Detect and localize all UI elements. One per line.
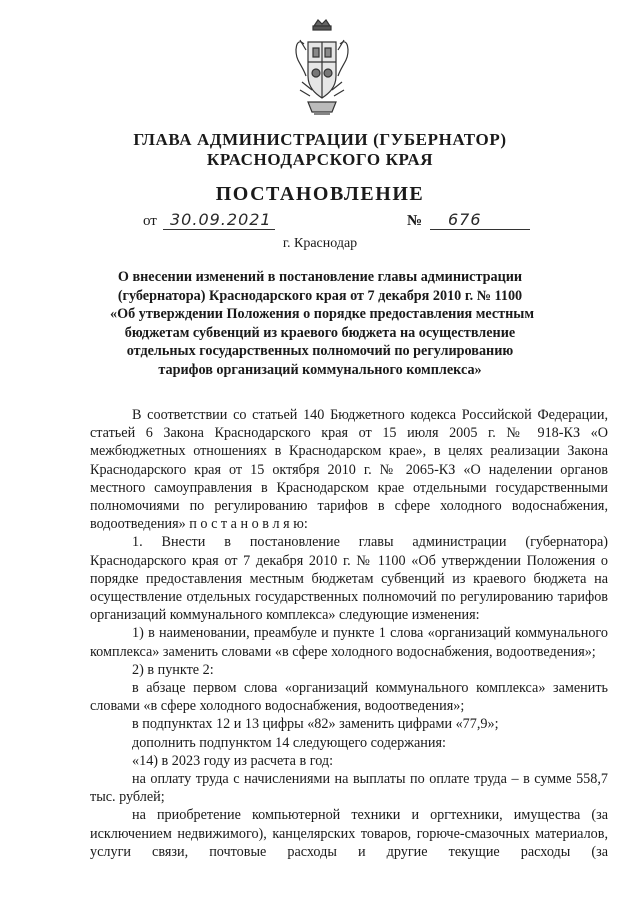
body-paragraph: на оплату труда с начислениями на выплаты по оплате труда – в сумме 558,7 тыс. рублей; xyxy=(90,771,608,806)
authority-line-2: КРАСНОДАРСКОГО КРАЯ xyxy=(206,150,434,169)
city-line: г. Краснодар xyxy=(282,236,358,251)
body-paragraph: на приобретение компьютерной техники и оргтехники, имущества (за исключением недвижимого), канцелярских товаров, горюче-смазочных материалов, услуги связи, почтовые расходы и другие текущие расходы (за xyxy=(90,807,608,860)
title-line: О внесении изменений в постановление главы администрации xyxy=(117,269,523,285)
body-paragraph: «14) в 2023 году из расчета в год: xyxy=(132,752,334,769)
body-paragraph: в абзаце первом слова «организаций коммунального комплекса» заменить словами «в сфере холодного водоснабжения, водоотведения»; xyxy=(90,680,608,715)
title-line: бюджетам субвенций из краевого бюджета на осуществление xyxy=(124,324,516,341)
number-underline xyxy=(430,229,530,230)
authority-line-1: ГЛАВА АДМИНИСТРАЦИИ (ГУБЕРНАТОР) xyxy=(133,130,507,149)
title-line: отдельных государственных полномочий по регулированию xyxy=(126,343,514,360)
body-paragraph: дополнить подпунктом 14 следующего содержания: xyxy=(132,734,446,751)
date-value: 30.09.2021 xyxy=(170,210,272,229)
body-paragraph: 1) в наименовании, преамбуле и пункте 1 слова «организаций коммунального комплекса» заменить словами «в сфере холодного водоснабжения, водоотведения»; xyxy=(90,625,608,660)
document-body xyxy=(90,406,608,861)
title-line: «Об утверждении Положения о порядке предоставления местным xyxy=(110,306,535,323)
date-underline xyxy=(163,229,275,230)
title-line: (губернатора) Краснодарского края от 7 декабря 2010 г. № 1100 xyxy=(117,287,523,304)
document-title xyxy=(110,268,535,380)
number-label: № xyxy=(407,213,423,229)
number-value: 676 xyxy=(448,210,482,229)
body-paragraph: 2) в пункте 2: xyxy=(132,661,214,678)
body-paragraph: В соответствии со статьей 140 Бюджетного кодекса Российской Федерации, статьей 6 Закона Краснодарского края от 15 июля 2005 г. № 918-КЗ «О межбюджетных отношениях в Краснодарском крае», в целях реализации Закона Краснодарского края от 15 октября 2010 г. № 2065-КЗ «О наделении органов местного самоуправления в Краснодарском крае отдельными государственными полномочиями по регулированию тарифов в сфере холодного водоснабжения, водоотведения» п о с т а н о в л я ю: xyxy=(90,407,608,533)
body-paragraph: в подпунктах 12 и 13 цифры «82» заменить цифрами «77,9»; xyxy=(132,716,499,733)
document-type-heading: ПОСТАНОВЛЕНИЕ xyxy=(215,183,425,205)
date-label: от xyxy=(143,213,157,229)
title-line: тарифов организаций коммунального комплекса» xyxy=(158,361,482,378)
body-paragraph: 1. Внести в постановление главы администрации (губернатора) Краснодарского края от 7 декабря 2010 г. № 1100 «Об утверждении Положения о порядке предоставления местным бюджетам субвенций из краевого бюджета на осуществление отдельных государственных полномочий по регулированию тарифов организаций коммунального комплекса» следующие изменения: xyxy=(90,534,608,624)
coat-of-arms-emblem xyxy=(292,16,352,120)
